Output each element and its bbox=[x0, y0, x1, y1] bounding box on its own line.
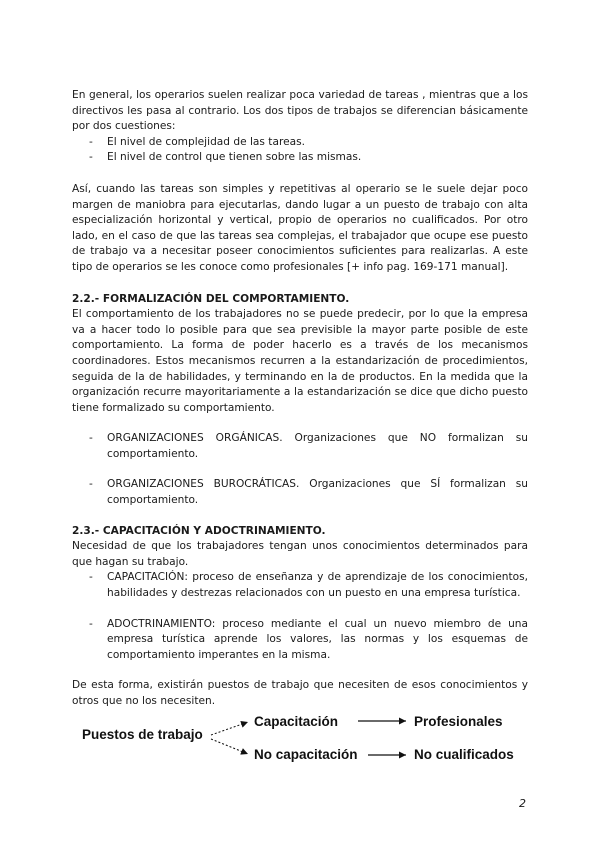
list-item-text: El nivel de control que tienen sobre las mismas. bbox=[107, 151, 362, 164]
dash-bullet: - bbox=[89, 151, 93, 164]
list-item bbox=[72, 135, 528, 151]
diagram-result-no-cualificados: No cualificados bbox=[414, 747, 514, 762]
list-item bbox=[72, 431, 528, 462]
capacitacion-paragraph: Necesidad de que los trabajadores tengan unos conocimientos determinados para que hagan su trabajo. bbox=[72, 540, 528, 568]
intro-paragraph: En general, los operarios suelen realizar poca variedad de tareas , mientras que a los directivos les pasa al contrario. Los dos tipos de trabajos se diferencian básicamente por dos cuestiones: bbox=[72, 89, 528, 133]
dashed-arrow-up bbox=[211, 722, 248, 735]
intro-list bbox=[72, 135, 528, 166]
diagram-root-label: Puestos de trabajo bbox=[82, 727, 203, 742]
section-heading-formalizacion: 2.2.- FORMALIZACIÓN DEL COMPORTAMIENTO. bbox=[72, 292, 350, 305]
capacitacion-list bbox=[72, 570, 528, 663]
list-item-text: ORGANIZACIONES ORGÁNICAS. Organizaciones que NO formalizan su comportamiento. bbox=[107, 432, 528, 460]
dashed-arrow-down bbox=[211, 739, 248, 754]
dash-bullet: - bbox=[89, 617, 93, 630]
diagram-result-profesionales: Profesionales bbox=[414, 714, 503, 729]
dash-bullet: - bbox=[89, 432, 93, 445]
page-number: 2 bbox=[519, 797, 526, 810]
puestos-diagram bbox=[72, 704, 528, 774]
formalizacion-paragraph: El comportamiento de los trabajadores no se puede predecir, por lo que la empresa va a hacer todo lo posible para que sea previsible la mayor parte posible de este comportamiento. La forma de poder hacerlo es a través de los mecanismos coordinadores. Estos mecanismos recurren a la estandarización de procedimientos, seguida de la de habilidades, y terminando en la de productos. En la medida que la organización recurre mayoritariamente a la estandarización se dice que dicho puesto tiene formalizado su comportamiento. bbox=[72, 308, 528, 414]
list-item-text: ORGANIZACIONES BUROCRÁTICAS. Organizaciones que SÍ formalizan su comportamiento. bbox=[107, 478, 528, 507]
list-item-text: El nivel de complejidad de las tareas. bbox=[107, 135, 305, 148]
dash-bullet: - bbox=[89, 478, 93, 491]
section-heading-capacitacion: 2.3.- CAPACITACIÓN Y ADOCTRINAMIENTO. bbox=[72, 524, 326, 537]
closing-paragraph: De esta forma, existirán puestos de trabajo que necesiten de esos conocimientos y otros que no los necesiten. bbox=[72, 679, 528, 707]
list-item bbox=[72, 150, 528, 166]
diagram-branch-no-capacitacion: No capacitación bbox=[254, 747, 358, 762]
list-item bbox=[72, 617, 528, 664]
diagram-branch-capacitacion: Capacitación bbox=[254, 714, 339, 729]
list-item-text: CAPACITACIÓN: proceso de enseñanza y de aprendizaje de los conocimientos, habilidades y destrezas relacionados con un puesto en una empresa turística. bbox=[107, 571, 528, 600]
page-content bbox=[72, 88, 528, 710]
dash-bullet: - bbox=[89, 135, 93, 148]
list-item bbox=[72, 570, 528, 601]
formalizacion-list bbox=[72, 431, 528, 508]
dash-bullet: - bbox=[89, 571, 93, 584]
specialization-paragraph: Así, cuando las tareas son simples y repetitivas al operario se le suele dejar poco margen de maniobra para ejecutarlas, dando lugar a un puesto de trabajo con alta especialización horizontal y vertical, propio de operarios no cualificados. Por otro lado, en el caso de que las tareas sea complejas, el trabajador que ocupe ese puesto de trabajo va a necesitar poseer conocimientos suficientes para realizarlas. A este tipo de operarios se les conoce como profesionales [+ info pag. 169-171 manual]. bbox=[72, 182, 528, 273]
list-item-text: ADOCTRINAMIENTO: proceso mediante el cual un nuevo miembro de una empresa turística aprende los valores, las normas y los esquemas de comportamiento imperantes en la misma. bbox=[107, 617, 528, 661]
list-item bbox=[72, 477, 528, 508]
